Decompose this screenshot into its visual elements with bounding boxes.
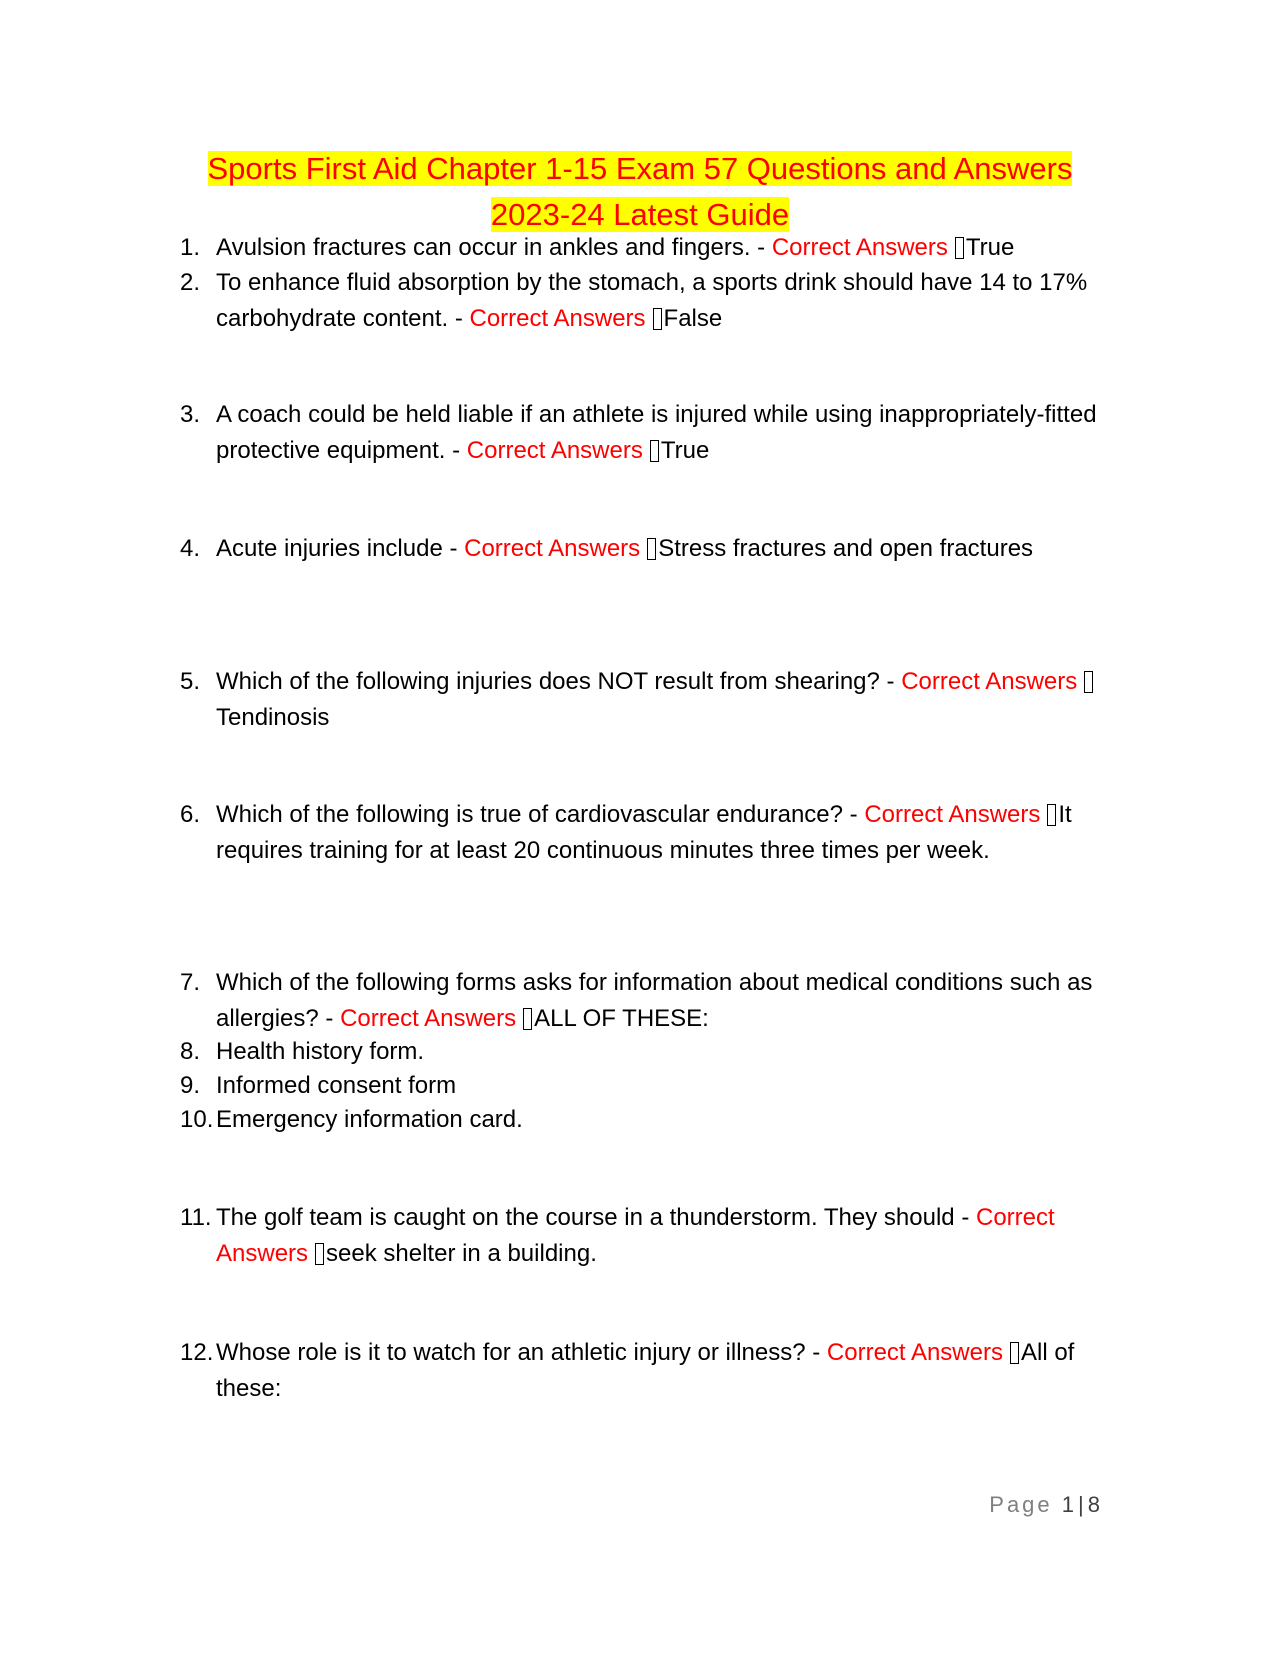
correct-answers-label: Correct Answers — [901, 668, 1078, 695]
missing-glyph-icon — [1010, 1342, 1019, 1364]
list-item — [180, 1102, 1110, 1138]
correct-answers-label: Correct Answers — [466, 436, 643, 464]
correct-answers-label: Correct Answers — [771, 234, 948, 261]
item-text: Health history form. — [216, 1038, 425, 1065]
item-number: 7. — [180, 969, 201, 996]
list-item — [180, 531, 1110, 567]
answer-text: True — [660, 436, 710, 464]
list-item — [180, 797, 1110, 868]
item-number: 12. — [180, 1339, 214, 1366]
item-number: 11. — [180, 1204, 212, 1231]
question-text: A coach could be held liable if an athlete is injured while using inappropriately-fitted protective equipment. - — [216, 401, 1097, 464]
current-page-number: 1 — [1061, 1492, 1075, 1517]
correct-answers-label: Correct Answers — [826, 1339, 1003, 1366]
list-item — [180, 1068, 1110, 1104]
question-text: Which of the following injuries does NOT result from shearing? - — [216, 668, 902, 695]
list-item — [180, 965, 1110, 1036]
answer-text: Tendinosis — [216, 703, 330, 731]
answer-text: ALL OF THESE: — [534, 1004, 709, 1032]
answer-text: seek shelter in a building. — [326, 1239, 597, 1267]
missing-glyph-icon — [650, 440, 659, 462]
page-separator: | — [1078, 1492, 1084, 1517]
item-number: 10. — [180, 1106, 214, 1133]
item-number: 4. — [180, 535, 201, 562]
missing-glyph-icon — [1084, 671, 1093, 693]
list-item — [180, 265, 1110, 336]
answer-text: Stress fractures and open fractures — [658, 535, 1034, 562]
item-number: 2. — [180, 269, 201, 296]
correct-answers-label: Correct Answers — [216, 1204, 1055, 1267]
list-item — [180, 1034, 1110, 1070]
list-item — [180, 664, 1110, 735]
missing-glyph-icon — [523, 1008, 532, 1030]
item-number: 6. — [180, 801, 201, 828]
answer-text: It requires training for at least 20 continuous minutes three times per week. — [216, 801, 1072, 864]
item-number: 5. — [180, 668, 201, 695]
title-line-2: 2023-24 Latest Guide — [490, 197, 790, 232]
page-word: Page — [989, 1492, 1053, 1517]
answer-text: False — [663, 304, 723, 332]
answer-text: True — [965, 234, 1015, 261]
correct-answers-label: Correct Answers — [340, 1004, 517, 1032]
item-number: 8. — [180, 1038, 201, 1065]
item-text: Emergency information card. — [216, 1106, 523, 1133]
title-line-1: Sports First Aid Chapter 1-15 Exam 57 Questions and Answers — [207, 151, 1073, 186]
correct-answers-label: Correct Answers — [864, 801, 1041, 828]
answer-text: All of these: — [216, 1339, 1075, 1402]
missing-glyph-icon — [955, 237, 964, 259]
question-text: Acute injuries include - — [216, 535, 465, 562]
correct-answers-label: Correct Answers — [469, 304, 646, 332]
document-title — [180, 146, 1100, 238]
question-text: Which of the following forms asks for information about medical conditions such as allergies? - — [216, 969, 1093, 1032]
list-item — [180, 230, 1110, 266]
question-text: The golf team is caught on the course in a thunderstorm. They should - — [216, 1204, 976, 1231]
missing-glyph-icon — [647, 538, 656, 560]
page-footer — [960, 1492, 1100, 1518]
item-number: 9. — [180, 1072, 201, 1099]
missing-glyph-icon — [315, 1243, 324, 1265]
item-number: 3. — [180, 401, 201, 428]
question-text: Avulsion fractures can occur in ankles and fingers. - — [216, 234, 772, 261]
list-item — [180, 1200, 1110, 1271]
missing-glyph-icon — [1047, 804, 1056, 826]
total-page-count: 8 — [1087, 1492, 1100, 1517]
question-text: Which of the following is true of cardiovascular endurance? - — [216, 801, 865, 828]
item-number: 1. — [180, 234, 201, 261]
question-text: To enhance fluid absorption by the stomach, a sports drink should have 14 to 17% carbohydrate content. - — [216, 269, 1088, 332]
item-text: Informed consent form — [216, 1072, 457, 1099]
missing-glyph-icon — [653, 308, 662, 330]
correct-answers-label: Correct Answers — [464, 535, 641, 562]
question-text: Whose role is it to watch for an athletic injury or illness? - — [216, 1339, 827, 1366]
list-item — [180, 1335, 1110, 1406]
list-item — [180, 397, 1110, 468]
